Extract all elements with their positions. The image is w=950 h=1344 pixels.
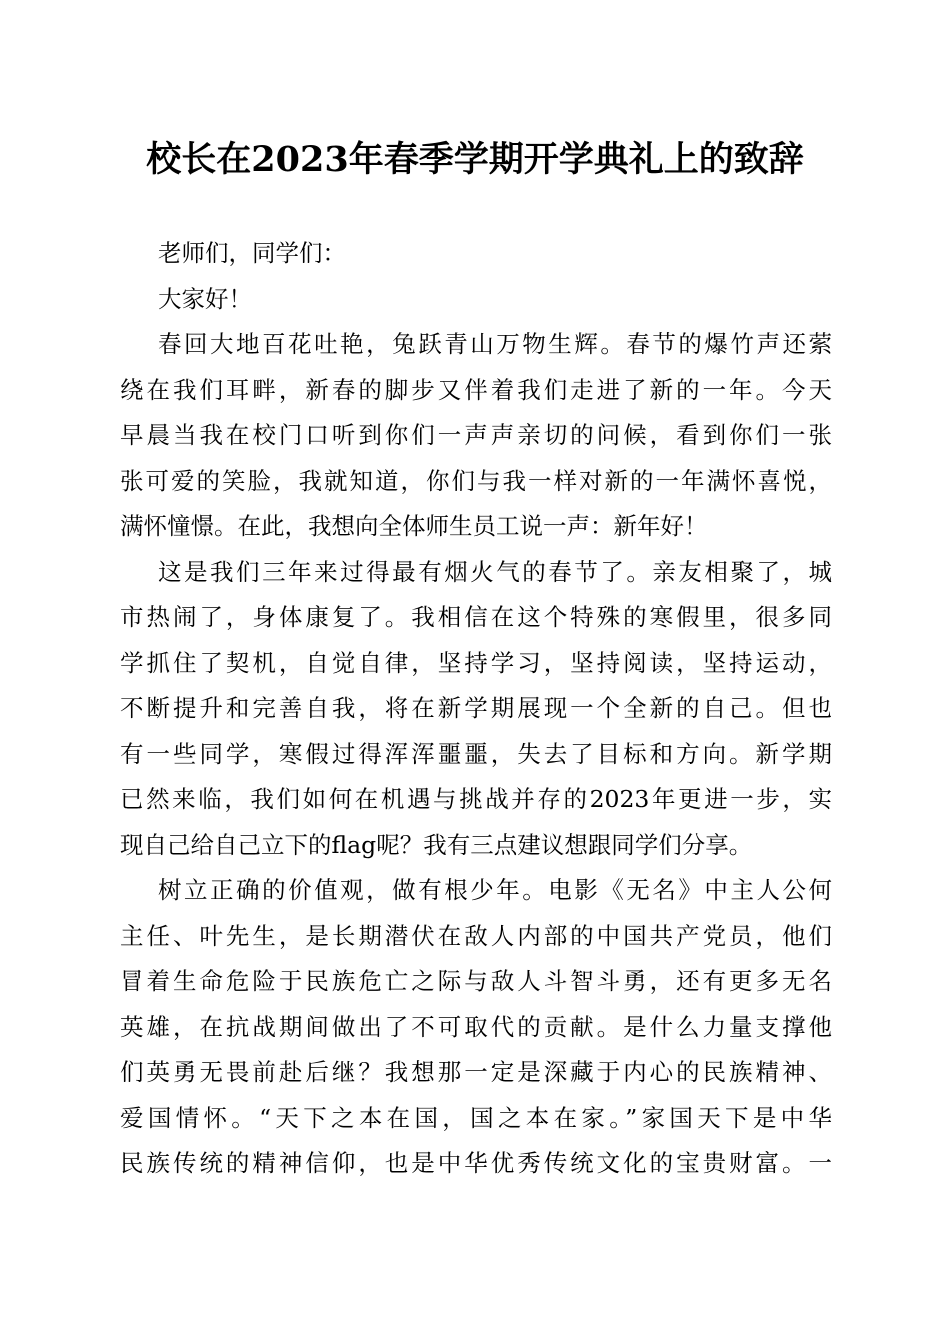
paragraph-2: [120, 550, 832, 869]
paragraph-line: 绕在我们耳畔，新春的脚步又伴着我们走进了新的一年。今天: [120, 375, 832, 404]
paragraph-line: 树立正确的价值观，做有根少年。电影《无名》中主人公何: [158, 876, 832, 904]
paragraph-line: 们英勇无畏前赴后继？我想那一定是深藏于内心的民族精神、: [120, 1058, 832, 1086]
greeting-line: 老师们，同学们：: [158, 239, 346, 267]
paragraph-line: 英雄，在抗战期间做出了不可取代的贡献。是什么力量支撑他: [120, 1012, 832, 1041]
paragraph-line: 早晨当我在校门口听到你们一声声亲切的问候，看到你们一张: [120, 421, 832, 449]
document-title: 校长在2023年春季学期开学典礼上的致辞: [146, 139, 804, 180]
paragraph-line: 春回大地百花吐艳，兔跃青山万物生辉。春节的爆竹声还萦: [158, 330, 832, 358]
paragraph-line: 爱国情怀。“天下之本在国，国之本在家。”家国天下是中华: [120, 1103, 832, 1132]
paragraph-line: 不断提升和完善自我，将在新学期展现一个全新的自己。但也: [120, 694, 832, 722]
paragraph-line: 已然来临，我们如何在机遇与挑战并存的2023年更进一步，实: [120, 785, 832, 813]
paragraph-line: 冒着生命危险于民族危亡之际与敌人斗智斗勇，还有更多无名: [120, 967, 832, 995]
paragraph-line: 张可爱的笑脸，我就知道，你们与我一样对新的一年满怀喜悦，: [120, 466, 832, 495]
document-body: [120, 231, 832, 1187]
paragraph-line: 满怀憧憬。在此，我想向全体师生员工说一声：新年好！: [120, 512, 708, 540]
paragraph-line: 主任、叶先生，是长期潜伏在敌人内部的中国共产党员，他们: [120, 921, 832, 950]
paragraph-line: 民族传统的精神信仰，也是中华优秀传统文化的宝贵财富。一: [120, 1149, 832, 1177]
paragraph-line: 现自己给自己立下的flag呢？我有三点建议想跟同学们分享。: [120, 830, 753, 859]
paragraph-1: [120, 322, 832, 550]
paragraph-3: [120, 868, 832, 1187]
paragraph-line: 这是我们三年来过得最有烟火气的春节了。亲友相聚了，城: [158, 557, 832, 586]
paragraph-line: 有一些同学，寒假过得浑浑噩噩，失去了目标和方向。新学期: [120, 739, 832, 768]
paragraph-line: 学抓住了契机，自觉自律，坚持学习，坚持阅读，坚持运动，: [120, 648, 832, 677]
salutation-line: 大家好！: [158, 284, 252, 313]
paragraph-line: 市热闹了，身体康复了。我相信在这个特殊的寒假里，很多同: [120, 603, 832, 631]
